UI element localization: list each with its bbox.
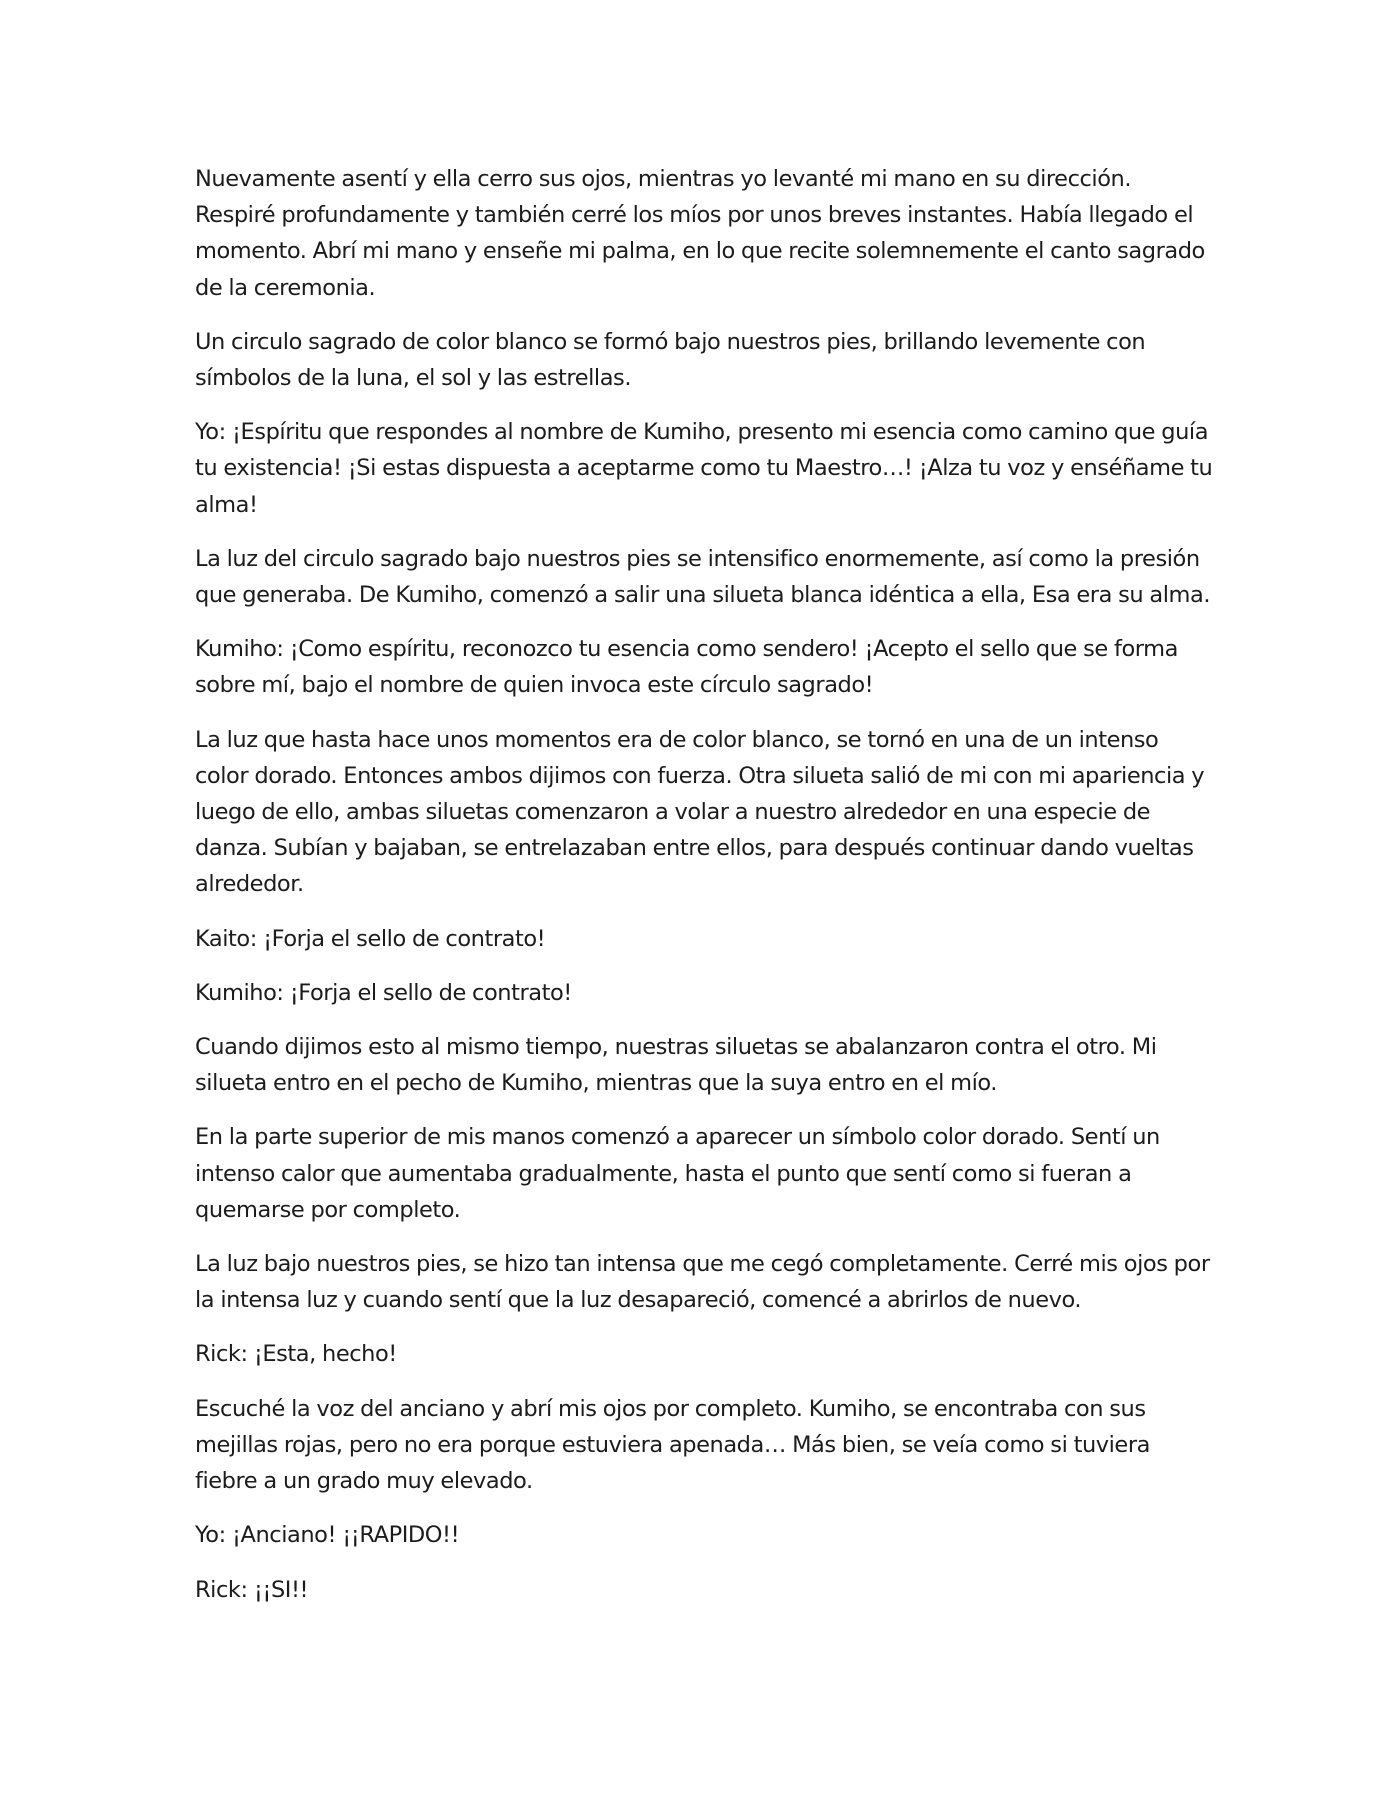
- paragraph-2: Un circulo sagrado de color blanco se formó bajo nuestros pies, brillando levemente con símbolos de la luna, el sol y las estrellas.: [195, 328, 1146, 392]
- paragraph-5: Kumiho: ¡Como espíritu, reconozco tu esencia como sendero! ¡Acepto el sello que se forma sobre mí, bajo el nombre de quien invoca este círculo sagrado!: [195, 636, 1178, 699]
- document-body: [195, 161, 1215, 1626]
- paragraph-15: Rick: ¡¡SI!!: [195, 1576, 309, 1603]
- paragraph-6: La luz que hasta hace unos momentos era de color blanco, se tornó en una de un intenso color dorado. Entonces ambos dijimos con fuerza. Otra silueta salió de mi con mi apariencia y luego de ello, ambas siluetas comenzaron a volar a nuestro alrededor en una especie de danza. Subían y bajaban, se entrelazaban entre ellos, para después continuar dando vueltas alrededor.: [195, 726, 1205, 898]
- paragraph-3: Yo: ¡Espíritu que respondes al nombre de Kumiho, presento mi esencia como camino que guía tu existencia! ¡Si estas dispuesta a aceptarme como tu Maestro…! ¡Alza tu voz y enséñame tu alma!: [195, 419, 1213, 518]
- paragraph-8: Kumiho: ¡Forja el sello de contrato!: [195, 979, 572, 1006]
- paragraph-4: La luz del circulo sagrado bajo nuestros pies se intensifico enormemente, así como la presión que generaba. De Kumiho, comenzó a salir una silueta blanca idéntica a ella, Esa era su alma.: [195, 545, 1211, 609]
- paragraph-13: Escuché la voz del anciano y abrí mis ojos por completo. Kumiho, se encontraba con sus mejillas rojas, pero no era porque estuviera apenada… Más bien, se veía como si tuviera fiebre a un grado muy elevado.: [195, 1395, 1150, 1495]
- paragraph-7: Kaito: ¡Forja el sello de contrato!: [195, 925, 546, 952]
- paragraph-12: Rick: ¡Esta, hecho!: [195, 1341, 397, 1368]
- paragraph-11: La luz bajo nuestros pies, se hizo tan intensa que me cegó completamente. Cerré mis ojos por la intensa luz y cuando sentí que la luz desapareció, comencé a abrirlos de nuevo.: [195, 1251, 1210, 1314]
- paragraph-9: Cuando dijimos esto al mismo tiempo, nuestras siluetas se abalanzaron contra el otro. Mi silueta entro en el pecho de Kumiho, mientras que la suya entro en el mío.: [195, 1034, 1157, 1097]
- paragraph-1: Nuevamente asentí y ella cerro sus ojos, mientras yo levanté mi mano en su dirección. Respiré profundamente y también cerré los míos por unos breves instantes. Había llegado el momento. Abrí mi mano y enseñe mi palma, en lo que recite solemnemente el canto sagrado de la ceremonia.: [195, 166, 1205, 301]
- paragraph-10: En la parte superior de mis manos comenzó a aparecer un símbolo color dorado. Sentí un intenso calor que aumentaba gradualmente, hasta el punto que sentí como si fueran a quemarse por completo.: [195, 1124, 1160, 1223]
- paragraph-14: Yo: ¡Anciano! ¡¡RAPIDO!!: [195, 1522, 460, 1549]
